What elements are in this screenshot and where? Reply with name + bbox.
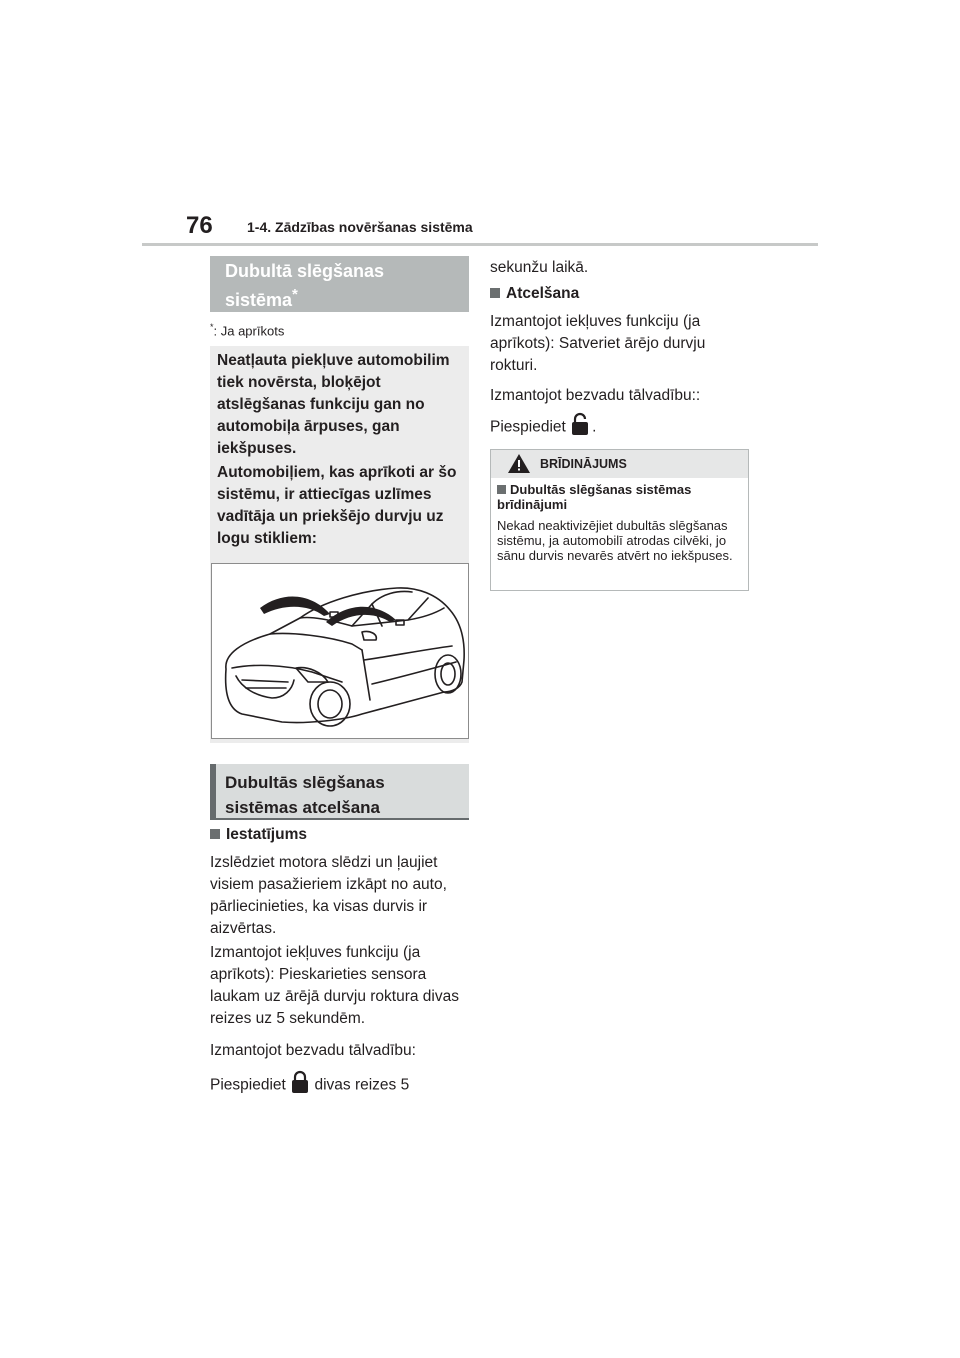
car-drawing [212,564,468,738]
heading-footnote-mark: * [292,286,298,303]
bullet-square-icon [210,829,220,839]
heading-cancel-double-locking: Dubultās slēgšanas sistēmas atcelšana [210,764,469,820]
subheading-cancel [490,285,579,303]
header-rule [142,243,818,246]
subheading-cancel-text: Atcelšana [506,285,580,302]
period-text: . [592,418,597,436]
setting-paragraph-1: Izslēdziet motora slēdzi un ļaujiet visiem pasažieriem izkāpt no auto, pārliecinieties, ka visas durvis ir aizvērtas. [210,854,447,937]
page-number: 76 [186,212,213,239]
warning-body: Nekad neaktivizējiet dubultās slēgšanas sistēmu, ja automobilī atrodas cilvēki, jo sānu durvis nevarēs atvērt no iekšpuses. [497,518,733,563]
subheading-setting [210,826,307,844]
setting-paragraph-3: Izmantojot bezvadu tālvadību: [210,1042,416,1059]
heading-double-locking [210,256,469,312]
footnote-mark: * [210,322,214,332]
press-twice-text: divas reizes 5 [314,1076,410,1094]
warning-subtitle-text: Dubultās slēgšanas sistēmas brīdinājumi [497,482,692,512]
cancel-paragraph-3 [490,412,752,443]
heading-text: Dubultā slēgšanas sistēma [225,261,385,310]
bullet-square-icon [497,485,506,494]
footnote-text: : Ja aprīkots [213,323,285,339]
cancel-paragraph-1: Izmantojot iekļuves funkciju (ja aprīkots): Satveriet ārējo durvju rokturi. [490,313,706,374]
setting-paragraph-4 [210,1070,472,1101]
section-title: 1-4. Zādzības novēršanas sistēma [247,219,473,235]
footnote [210,322,284,338]
press-text: Piespiediet [210,1076,286,1094]
info-paragraph-1: Neatļauta piekļuve automobilim tiek novērsta, bloķējot atslēgšanas funkciju gan no automobiļa ārpuses, gan iekšpuses. [217,352,450,457]
lock-icon [290,1070,310,1101]
subheading-setting-text: Iestatījums [226,826,307,843]
warning-title: BRĪDINĀJUMS [540,457,627,471]
info-paragraph-2: Automobiļiem, kas aprīkoti ar šo sistēmu, ir attiecīgas uzlīmes vadītāja un priekšējo durvju uz logu stikliem: [217,464,457,547]
bullet-square-icon [490,288,500,298]
warning-subtitle [497,482,742,512]
press-text: Piespiediet [490,418,566,436]
unlock-icon [570,412,592,443]
setting-paragraph-2: Izmantojot iekļuves funkciju (ja aprīkots): Pieskarieties sensora laukam uz ārējā durvju roktura divas reizes uz 5 sekundēm. [210,944,459,1027]
cancel-paragraph-2: Izmantojot bezvadu tālvadību:: [490,387,701,404]
car-illustration [211,563,469,739]
continued-paragraph: sekunžu laikā. [490,259,589,276]
warning-triangle-icon [507,453,531,479]
